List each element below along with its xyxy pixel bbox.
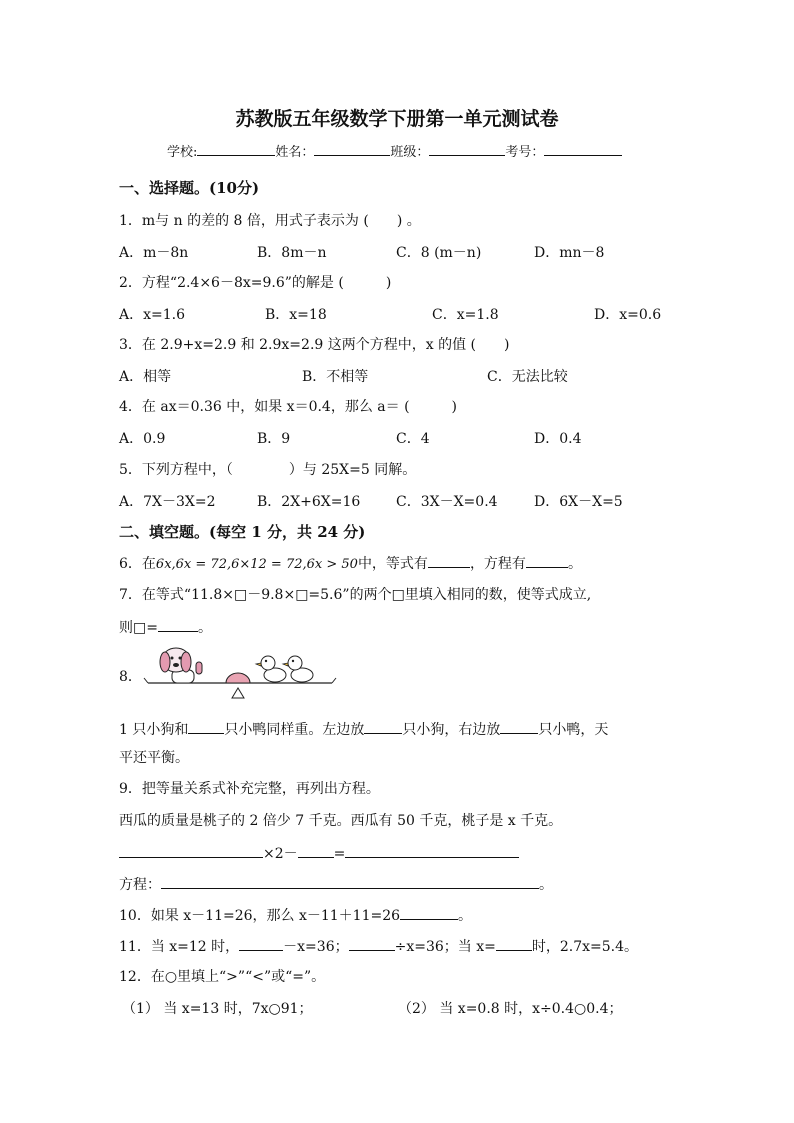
question-7-line-2 <box>119 617 212 638</box>
school-blank[interactable] <box>197 141 275 156</box>
q11-blank-2[interactable] <box>349 936 395 951</box>
q3-option-b[interactable]: B．不相等 <box>302 369 369 385</box>
q9-blank-3[interactable] <box>345 843 519 858</box>
question-8-line-2: 平还平衡。 <box>119 750 189 766</box>
q7-blank[interactable] <box>158 617 198 632</box>
q4-option-b[interactable]: B．9 <box>257 431 291 447</box>
q9-blank-2[interactable] <box>298 843 334 858</box>
q11-part-2: －x=36； <box>283 939 349 955</box>
q3-option-c[interactable]: C．无法比较 <box>487 369 568 385</box>
q9-equation-blank[interactable] <box>161 874 539 889</box>
question-8-line-1 <box>119 719 608 740</box>
q4-option-a[interactable]: A．0.9 <box>119 431 166 447</box>
exam-no-label: 考号： <box>505 145 545 160</box>
q12-sub-1: （1） 当 x=13 时，7x○91； <box>122 1001 313 1017</box>
q7-prefix: 则□= <box>119 620 158 636</box>
question-1-stem: 1．m与 n 的差的 8 倍，用式子表示为 ( ) 。 <box>119 213 421 229</box>
question-2-stem: 2．方程“2.4×6－8x=9.6”的解是 ( ) <box>119 275 392 291</box>
q10-blank[interactable] <box>400 905 458 920</box>
q9-equals: = <box>333 846 346 862</box>
q1-option-a[interactable]: A．m－8n <box>119 245 189 261</box>
q10-text: 10．如果 x－11=26，那么 x－11＋11=26 <box>119 908 401 924</box>
duck-icon <box>283 656 313 683</box>
scale-pivot <box>226 673 250 683</box>
q8-blank-3[interactable] <box>500 719 538 734</box>
q6-mid: 中，等式有 <box>357 556 428 572</box>
q8-blank-1[interactable] <box>188 719 224 734</box>
question-10 <box>119 905 472 926</box>
q9-blank-1[interactable] <box>119 843 263 858</box>
question-3-stem: 3．在 2.9+x=2.9 和 2.9x=2.9 这两个方程中，x 的值 ( ) <box>119 337 510 353</box>
class-blank[interactable] <box>429 141 505 156</box>
q6-blank-1[interactable] <box>428 553 470 568</box>
q10-end: 。 <box>458 908 473 924</box>
q9-equation-end: 。 <box>539 877 553 893</box>
student-info-row <box>167 141 622 163</box>
question-9-context: 西瓜的质量是桃子的 2 倍少 7 千克。西瓜有 50 千克，桃子是 x 千克。 <box>119 813 563 829</box>
q8-part-3: 只小狗，右边放 <box>402 722 501 738</box>
q8-blank-2[interactable] <box>364 719 402 734</box>
q9-times2: ×2－ <box>263 846 298 862</box>
q6-expression: 6x,6x = 72,6×12 = 72,6x > 50 <box>155 557 358 572</box>
scale-stand <box>232 688 244 698</box>
q11-blank-3[interactable] <box>496 936 532 951</box>
question-11 <box>119 936 638 957</box>
q5-option-a[interactable]: A．7X－3X=2 <box>119 494 216 510</box>
q11-part-4: 时，2.7x=5.4。 <box>531 939 639 955</box>
q2-option-a[interactable]: A．x=1.6 <box>119 307 186 323</box>
q4-option-d[interactable]: D．0.4 <box>534 431 582 447</box>
q4-option-c[interactable]: C．4 <box>396 431 430 447</box>
section-heading-fill: 二、填空题。(每空 1 分，共 24 分) <box>119 523 366 541</box>
q5-option-b[interactable]: B．2X+6X=16 <box>257 494 361 510</box>
school-label: 学校: <box>167 145 198 160</box>
q6-blank-2[interactable] <box>526 553 568 568</box>
q5-option-d[interactable]: D．6X－X=5 <box>534 494 623 510</box>
question-9-equation <box>119 874 553 895</box>
q1-option-b[interactable]: B．8m－n <box>257 245 327 261</box>
q6-prefix: 6．在 <box>119 556 156 572</box>
q2-option-c[interactable]: C．x=1.8 <box>432 307 499 323</box>
class-label: 班级： <box>390 145 430 160</box>
name-label: 姓名： <box>275 145 315 160</box>
q8-part-2: 只小鸭同样重。左边放 <box>224 722 365 738</box>
q8-part-1: 1 只小狗和 <box>119 722 189 738</box>
q9-equation-label: 方程： <box>119 877 161 893</box>
q2-option-d[interactable]: D．x=0.6 <box>594 307 662 323</box>
exam-no-blank[interactable] <box>544 141 622 156</box>
question-4-stem: 4．在 ax＝0.36 中，如果 x＝0.4，那么 a＝ ( ) <box>119 399 458 415</box>
q3-option-a[interactable]: A．相等 <box>119 369 172 385</box>
q11-part-3: ÷x=36；当 x= <box>394 939 496 955</box>
dog-icon <box>160 648 202 683</box>
balance-scale-illustration <box>140 640 340 700</box>
q12-sub-2: （2） 当 x=0.8 时，x÷0.4○0.4； <box>398 1001 623 1017</box>
q8-part-4: 只小鸭，天 <box>538 722 609 738</box>
page-title: 苏教版五年级数学下册第一单元测试卷 <box>235 108 559 130</box>
q11-prefix: 11．当 x=12 时， <box>119 939 240 955</box>
question-8-number: 8． <box>119 669 142 685</box>
q5-option-c[interactable]: C．3X－X=0.4 <box>396 494 498 510</box>
question-9-relation <box>119 843 519 864</box>
q6-end: 。 <box>567 556 582 572</box>
q6-mid2: ，方程有 <box>469 556 526 572</box>
name-blank[interactable] <box>314 141 390 156</box>
question-7-line-1: 7．在等式“11.8×□－9.8×□=5.6”的两个□里填入相同的数，使等式成立, <box>119 587 592 603</box>
q11-blank-1[interactable] <box>239 936 283 951</box>
q2-option-b[interactable]: B．x=18 <box>265 307 327 323</box>
question-12-stem: 12．在○里填上“>”“<”或“=”。 <box>119 969 326 985</box>
q7-end: 。 <box>197 620 212 636</box>
q1-option-c[interactable]: C．8 (m－n) <box>396 245 482 261</box>
section-heading-choice: 一、选择题。(10分) <box>119 179 260 197</box>
question-9-stem: 9．把等量关系式补充完整，再列出方程。 <box>119 781 380 797</box>
duck-icon <box>256 656 286 683</box>
question-6 <box>119 553 582 575</box>
q1-option-d[interactable]: D．mn－8 <box>534 245 605 261</box>
question-5-stem: 5．下列方程中，（ ）与 25X=5 同解。 <box>119 462 417 478</box>
